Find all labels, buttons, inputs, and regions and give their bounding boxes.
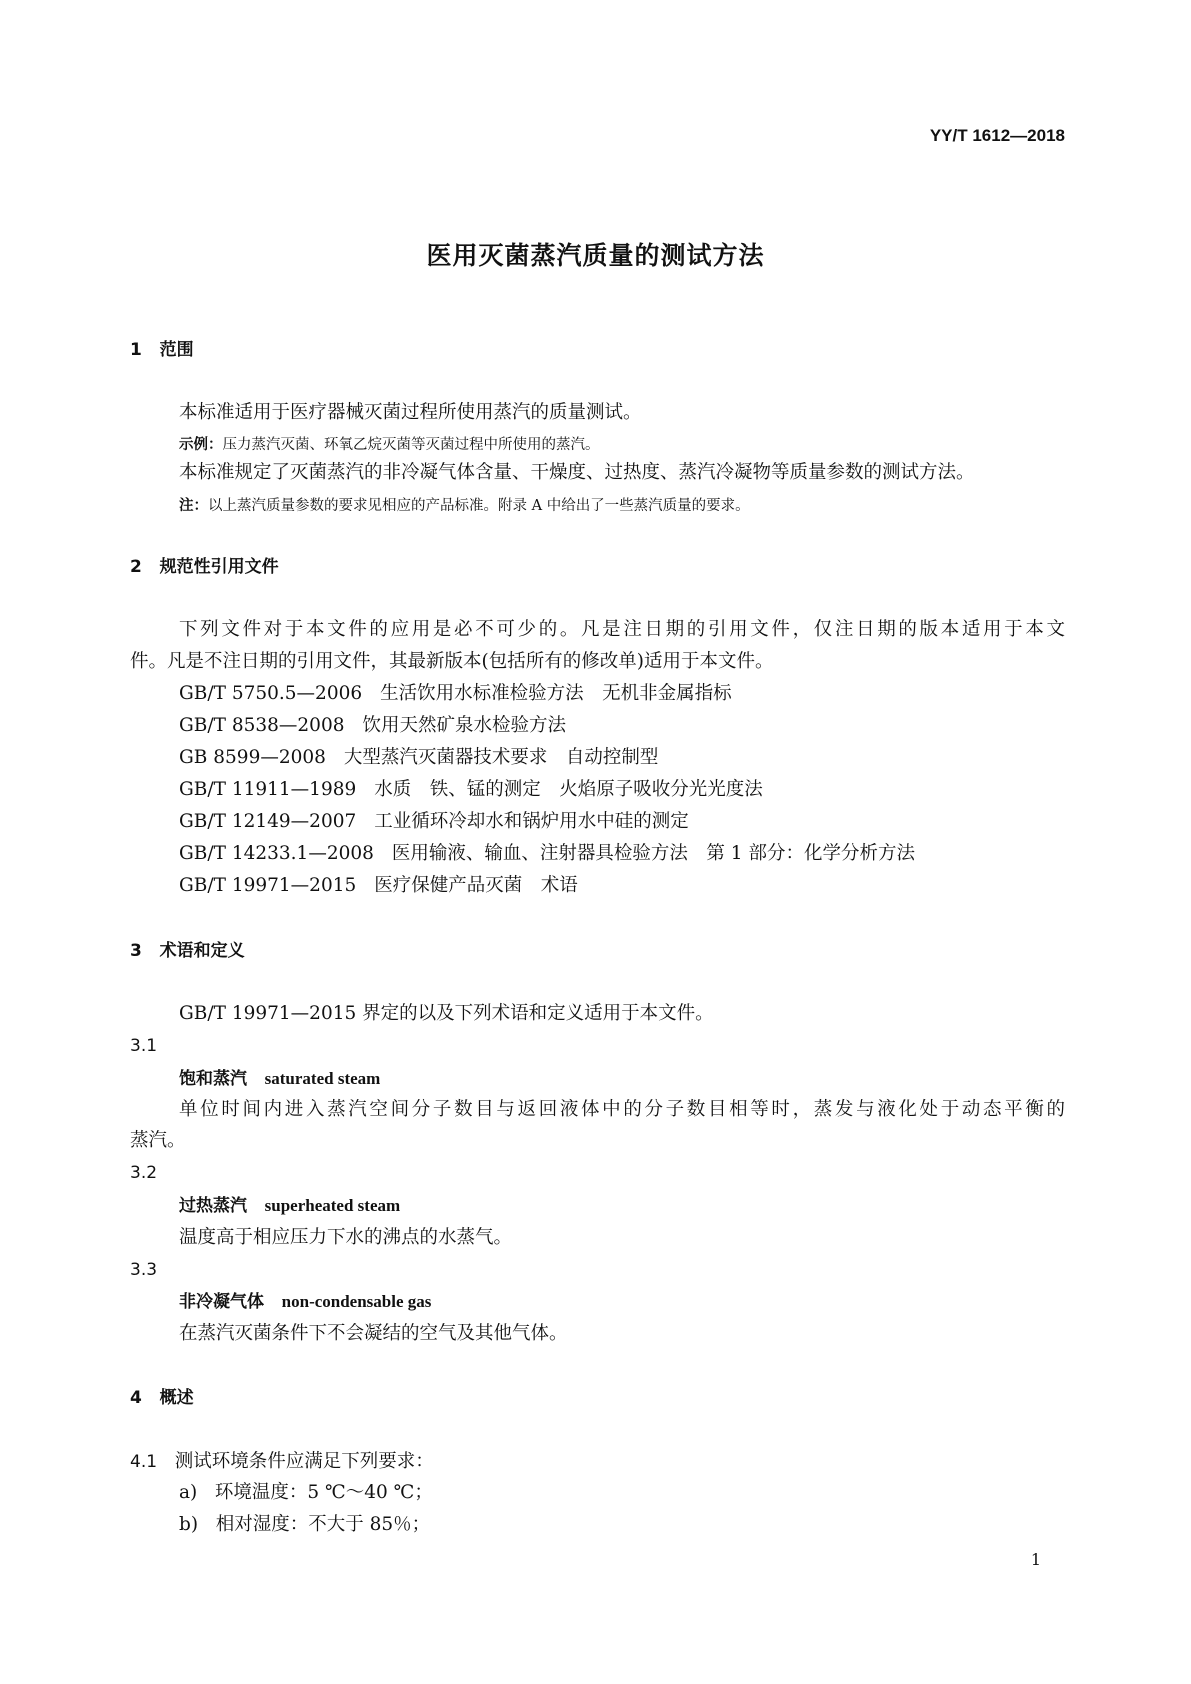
section-2-heading <box>130 555 279 579</box>
term-number: 3.2 <box>130 1163 158 1183</box>
reference-code: GB/T 5750.5—2006 <box>179 683 363 704</box>
term-zh: 非冷凝气体 <box>179 1292 264 1312</box>
reference-title: 医用输液、输血、注射器具检验方法 第 1 部分：化学分析方法 <box>391 843 915 864</box>
section-number: 4 <box>130 1388 142 1408</box>
section-title: 范围 <box>159 340 194 360</box>
reference-code: GB/T 14233.1—2008 <box>179 843 374 864</box>
list-item <box>179 1513 430 1537</box>
reference-code: GB/T 11911—1989 <box>179 779 357 800</box>
standard-number: YY/T 1612—2018 <box>929 126 1065 145</box>
list-label: b) <box>179 1514 199 1535</box>
example-label: 示例： <box>179 437 223 453</box>
term-en: superheated steam <box>264 1196 401 1215</box>
term-zh: 饱和蒸汽 <box>179 1069 247 1089</box>
term-zh: 过热蒸汽 <box>179 1196 247 1216</box>
term <box>179 1194 400 1218</box>
reference-item <box>179 714 566 738</box>
reference-code: GB/T 8538—2008 <box>179 715 345 736</box>
paragraph: GB/T 19971—2015 界定的以及下列术语和定义适用于本文件。 <box>179 1003 714 1024</box>
reference-code: GB 8599—2008 <box>179 747 326 768</box>
paragraph: 本标准适用于医疗器械灭菌过程所使用蒸汽的质量测试。 <box>179 402 642 423</box>
clause-text: 测试环境条件应满足下列要求： <box>174 1451 434 1472</box>
section-number: 2 <box>130 557 142 577</box>
reference-title: 工业循环冷却水和锅炉用水中硅的测定 <box>374 811 689 832</box>
section-number: 1 <box>130 340 142 360</box>
list-text: 相对湿度：不大于 85％； <box>215 1514 431 1535</box>
section-3-heading <box>130 939 245 963</box>
reference-title: 生活饮用水标准检验方法 无机非金属指标 <box>380 683 732 704</box>
section-title: 概述 <box>159 1388 194 1408</box>
term <box>179 1067 380 1091</box>
paragraph-line: 下列文件对于本文件的应用是必不可少的。凡是注日期的引用文件，仅注日期的版本适用于本文 <box>179 619 1065 640</box>
section-title: 规范性引用文件 <box>159 557 279 577</box>
example-text: 压力蒸汽灭菌、环氧乙烷灭菌等灭菌过程中所使用的蒸汽。 <box>222 437 600 453</box>
term-en: non-condensable gas <box>281 1292 432 1311</box>
term-number: 3.3 <box>130 1260 158 1280</box>
section-title: 术语和定义 <box>159 941 245 961</box>
definition: 蒸汽。 <box>130 1130 186 1151</box>
list-item <box>179 1481 433 1505</box>
reference-item <box>179 874 578 898</box>
term <box>179 1290 431 1314</box>
paragraph-line: 件。凡是不注日期的引用文件，其最新版本(包括所有的修改单)适用于本文件。 <box>130 651 774 672</box>
reference-item <box>179 746 658 770</box>
document-title: 医用灭菌蒸汽质量的测试方法 <box>426 241 765 270</box>
page-number: 1 <box>1030 1550 1041 1569</box>
note <box>179 494 750 518</box>
reference-title: 大型蒸汽灭菌器技术要求 自动控制型 <box>343 747 659 768</box>
reference-title: 饮用天然矿泉水检验方法 <box>362 715 567 736</box>
section-1-heading <box>130 338 194 362</box>
definition: 温度高于相应压力下水的沸点的水蒸气。 <box>179 1227 513 1248</box>
reference-title: 水质 铁、锰的测定 火焰原子吸收分光光度法 <box>374 779 763 800</box>
list-label: a) <box>179 1482 198 1503</box>
list-text: 环境温度：5 ℃～40 ℃； <box>214 1482 433 1503</box>
reference-item <box>179 778 763 802</box>
reference-title: 医疗保健产品灭菌 术语 <box>374 875 578 896</box>
reference-item <box>179 810 689 834</box>
reference-code: GB/T 19971—2015 <box>179 875 357 896</box>
term-en: saturated steam <box>264 1069 381 1088</box>
reference-item <box>179 682 732 706</box>
reference-code: GB/T 12149—2007 <box>179 811 357 832</box>
reference-item <box>179 842 915 866</box>
paragraph: 本标准规定了灭菌蒸汽的非冷凝气体含量、干燥度、过热度、蒸汽冷凝物等质量参数的测试方法。 <box>179 462 975 483</box>
example <box>179 433 600 457</box>
section-number: 3 <box>130 941 142 961</box>
clause-4-1 <box>130 1450 434 1474</box>
clause-number: 4.1 <box>130 1452 158 1472</box>
note-label: 注： <box>179 498 208 514</box>
section-4-heading <box>130 1386 194 1410</box>
note-text: 以上蒸汽质量参数的要求见相应的产品标准。附录 A 中给出了一些蒸汽质量的要求。 <box>208 498 750 514</box>
term-number: 3.1 <box>130 1036 158 1056</box>
definition: 在蒸汽灭菌条件下不会凝结的空气及其他气体。 <box>179 1323 568 1344</box>
definition: 单位时间内进入蒸汽空间分子数目与返回液体中的分子数目相等时，蒸发与液化处于动态平衡的 <box>179 1099 1065 1120</box>
